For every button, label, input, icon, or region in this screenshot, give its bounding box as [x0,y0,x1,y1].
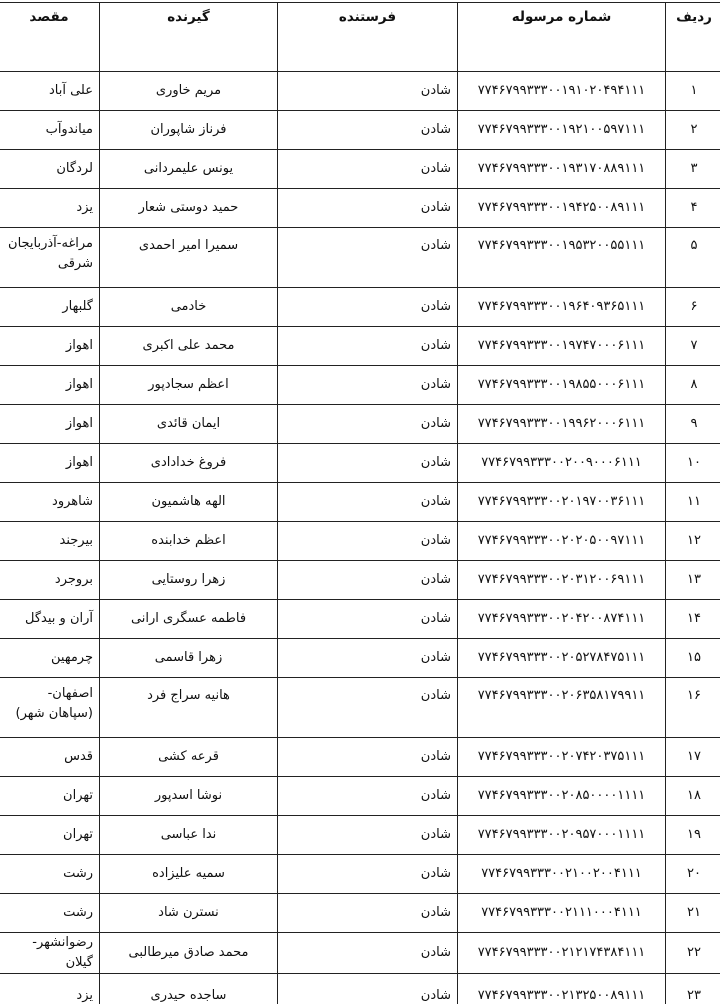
cell-index: ۳ [666,150,720,189]
cell-destination: گلبهار [0,288,100,327]
cell-destination: تهران [0,777,100,816]
cell-receiver: زهرا روستایی [100,561,278,600]
cell-tracking-number: ۷۷۴۶۷۹۹۳۳۳۰۰۲۰۱۹۷۰۰۳۶۱۱۱ [458,483,666,522]
cell-sender: شادن [278,561,458,600]
cell-destination: یزد [0,974,100,1004]
cell-sender: شادن [278,894,458,933]
cell-sender: شادن [278,816,458,855]
cell-tracking-number: ۷۷۴۶۷۹۹۳۳۳۰۰۱۹۳۱۷۰۸۸۹۱۱۱ [458,150,666,189]
cell-receiver: خادمی [100,288,278,327]
cell-index: ۱ [666,72,720,111]
cell-sender: شادن [278,228,458,288]
cell-sender: شادن [278,974,458,1004]
table-row [0,150,720,189]
cell-destination: میاندوآب [0,111,100,150]
table-row [0,228,720,288]
cell-receiver: محمد صادق میرطالبی [100,933,278,974]
cell-destination: مراغه-آذربایجان شرقی [0,228,100,288]
cell-destination: رضوانشهر-گیلان [0,933,100,974]
cell-destination: رشت [0,894,100,933]
table-row [0,894,720,933]
cell-destination: قدس [0,738,100,777]
cell-sender: شادن [278,189,458,228]
cell-tracking-number: ۷۷۴۶۷۹۹۳۳۳۰۰۲۰۵۲۷۸۴۷۵۱۱۱ [458,639,666,678]
cell-tracking-number: ۷۷۴۶۷۹۹۳۳۳۰۰۱۹۷۴۷۰۰۰۶۱۱۱ [458,327,666,366]
cell-tracking-number: ۷۷۴۶۷۹۹۳۳۳۰۰۲۰۴۲۰۰۸۷۴۱۱۱ [458,600,666,639]
cell-index: ۸ [666,366,720,405]
header-destination: مقصد [0,3,100,72]
table-row [0,639,720,678]
cell-receiver: فرناز شاپوران [100,111,278,150]
cell-index: ۱۶ [666,678,720,738]
table-row [0,483,720,522]
cell-receiver: قرعه کشی [100,738,278,777]
cell-destination: بیرجند [0,522,100,561]
cell-tracking-number: ۷۷۴۶۷۹۹۳۳۳۰۰۲۱۲۱۷۴۳۸۴۱۱۱ [458,933,666,974]
table-header-row [0,3,720,72]
cell-sender: شادن [278,327,458,366]
cell-destination: یزد [0,189,100,228]
cell-destination: علی آباد [0,72,100,111]
cell-receiver: حمید دوستی شعار [100,189,278,228]
cell-index: ۱۴ [666,600,720,639]
cell-destination: اهواز [0,444,100,483]
cell-tracking-number: ۷۷۴۶۷۹۹۳۳۳۰۰۱۹۴۲۵۰۰۸۹۱۱۱ [458,189,666,228]
table-row [0,855,720,894]
cell-receiver: ساجده حیدری [100,974,278,1004]
cell-destination: چرمهین [0,639,100,678]
cell-sender: شادن [278,366,458,405]
cell-sender: شادن [278,522,458,561]
cell-index: ۷ [666,327,720,366]
cell-receiver: فاطمه عسگری ارانی [100,600,278,639]
shipment-table [0,2,720,1004]
cell-tracking-number: ۷۷۴۶۷۹۹۳۳۳۰۰۱۹۱۰۲۰۴۹۴۱۱۱ [458,72,666,111]
cell-index: ۶ [666,288,720,327]
table-row [0,738,720,777]
cell-destination: تهران [0,816,100,855]
table-row [0,777,720,816]
cell-tracking-number: ۷۷۴۶۷۹۹۳۳۳۰۰۱۹۲۱۰۰۵۹۷۱۱۱ [458,111,666,150]
cell-destination: بروجرد [0,561,100,600]
cell-index: ۱۳ [666,561,720,600]
cell-sender: شادن [278,855,458,894]
cell-sender: شادن [278,150,458,189]
cell-index: ۱۹ [666,816,720,855]
cell-index: ۹ [666,405,720,444]
cell-receiver: نوشا اسدپور [100,777,278,816]
table-row [0,72,720,111]
table-row [0,933,720,974]
cell-receiver: اعظم سجادپور [100,366,278,405]
cell-sender: شادن [278,111,458,150]
table-row [0,444,720,483]
table-row [0,189,720,228]
cell-destination: اصفهان-(سپاهان شهر) [0,678,100,738]
table-row [0,327,720,366]
cell-sender: شادن [278,777,458,816]
cell-index: ۲ [666,111,720,150]
cell-index: ۲۲ [666,933,720,974]
cell-destination: آران و بیدگل [0,600,100,639]
cell-receiver: نسترن شاد [100,894,278,933]
cell-tracking-number: ۷۷۴۶۷۹۹۳۳۳۰۰۱۹۵۳۲۰۰۵۵۱۱۱ [458,228,666,288]
cell-index: ۱۱ [666,483,720,522]
table-row [0,816,720,855]
cell-tracking-number: ۷۷۴۶۷۹۹۳۳۳۰۰۲۰۳۱۲۰۰۶۹۱۱۱ [458,561,666,600]
table-row [0,522,720,561]
cell-tracking-number: ۷۷۴۶۷۹۹۳۳۳۰۰۲۰۰۹۰۰۰۶۱۱۱ [458,444,666,483]
cell-sender: شادن [278,639,458,678]
header-sender: فرستنده [278,3,458,72]
cell-sender: شادن [278,444,458,483]
cell-destination: رشت [0,855,100,894]
table-row [0,600,720,639]
cell-sender: شادن [278,933,458,974]
cell-receiver: یونس علیمردانی [100,150,278,189]
header-tracking-number: شماره مرسوله [458,3,666,72]
cell-receiver: سمیه علیزاده [100,855,278,894]
cell-tracking-number: ۷۷۴۶۷۹۹۳۳۳۰۰۱۹۶۴۰۹۳۶۵۱۱۱ [458,288,666,327]
cell-tracking-number: ۷۷۴۶۷۹۹۳۳۳۰۰۲۰۲۰۵۰۰۹۷۱۱۱ [458,522,666,561]
table-row [0,111,720,150]
cell-tracking-number: ۷۷۴۶۷۹۹۳۳۳۰۰۲۱۱۱۰۰۰۴۱۱۱ [458,894,666,933]
table-row [0,366,720,405]
cell-tracking-number: ۷۷۴۶۷۹۹۳۳۳۰۰۱۹۹۶۲۰۰۰۶۱۱۱ [458,405,666,444]
cell-sender: شادن [278,678,458,738]
table-row [0,678,720,738]
cell-tracking-number: ۷۷۴۶۷۹۹۳۳۳۰۰۲۰۷۴۲۰۳۷۵۱۱۱ [458,738,666,777]
cell-index: ۱۸ [666,777,720,816]
cell-receiver: سمیرا امیر احمدی [100,228,278,288]
header-index: ردیف [666,3,720,72]
cell-tracking-number: ۷۷۴۶۷۹۹۳۳۳۰۰۲۱۰۰۲۰۰۴۱۱۱ [458,855,666,894]
table-row [0,288,720,327]
cell-index: ۲۳ [666,974,720,1004]
table-row [0,405,720,444]
cell-index: ۱۰ [666,444,720,483]
cell-receiver: محمد علی اکبری [100,327,278,366]
cell-receiver: اعظم خدابنده [100,522,278,561]
cell-receiver: هانیه سراج فرد [100,678,278,738]
cell-sender: شادن [278,600,458,639]
cell-receiver: مریم خاوری [100,72,278,111]
cell-index: ۱۷ [666,738,720,777]
cell-tracking-number: ۷۷۴۶۷۹۹۳۳۳۰۰۲۰۹۵۷۰۰۰۱۱۱۱ [458,816,666,855]
cell-tracking-number: ۷۷۴۶۷۹۹۳۳۳۰۰۲۱۳۲۵۰۰۸۹۱۱۱ [458,974,666,1004]
cell-sender: شادن [278,72,458,111]
cell-index: ۲۱ [666,894,720,933]
cell-index: ۴ [666,189,720,228]
table-row [0,974,720,1004]
cell-tracking-number: ۷۷۴۶۷۹۹۳۳۳۰۰۲۰۶۳۵۸۱۷۹۹۱۱ [458,678,666,738]
cell-receiver: ندا عباسی [100,816,278,855]
cell-index: ۱۵ [666,639,720,678]
cell-tracking-number: ۷۷۴۶۷۹۹۳۳۳۰۰۲۰۸۵۰۰۰۰۱۱۱۱ [458,777,666,816]
table-row [0,561,720,600]
cell-destination: اهواز [0,366,100,405]
cell-sender: شادن [278,738,458,777]
cell-receiver: فروغ خدادادی [100,444,278,483]
cell-index: ۲۰ [666,855,720,894]
cell-sender: شادن [278,405,458,444]
cell-receiver: زهرا قاسمی [100,639,278,678]
cell-sender: شادن [278,483,458,522]
cell-receiver: ایمان قائدی [100,405,278,444]
cell-destination: اهواز [0,405,100,444]
cell-sender: شادن [278,288,458,327]
cell-destination: شاهرود [0,483,100,522]
header-receiver: گیرنده [100,3,278,72]
cell-tracking-number: ۷۷۴۶۷۹۹۳۳۳۰۰۱۹۸۵۵۰۰۰۶۱۱۱ [458,366,666,405]
cell-receiver: الهه هاشمیون [100,483,278,522]
cell-index: ۵ [666,228,720,288]
cell-destination: لردگان [0,150,100,189]
cell-destination: اهواز [0,327,100,366]
cell-index: ۱۲ [666,522,720,561]
